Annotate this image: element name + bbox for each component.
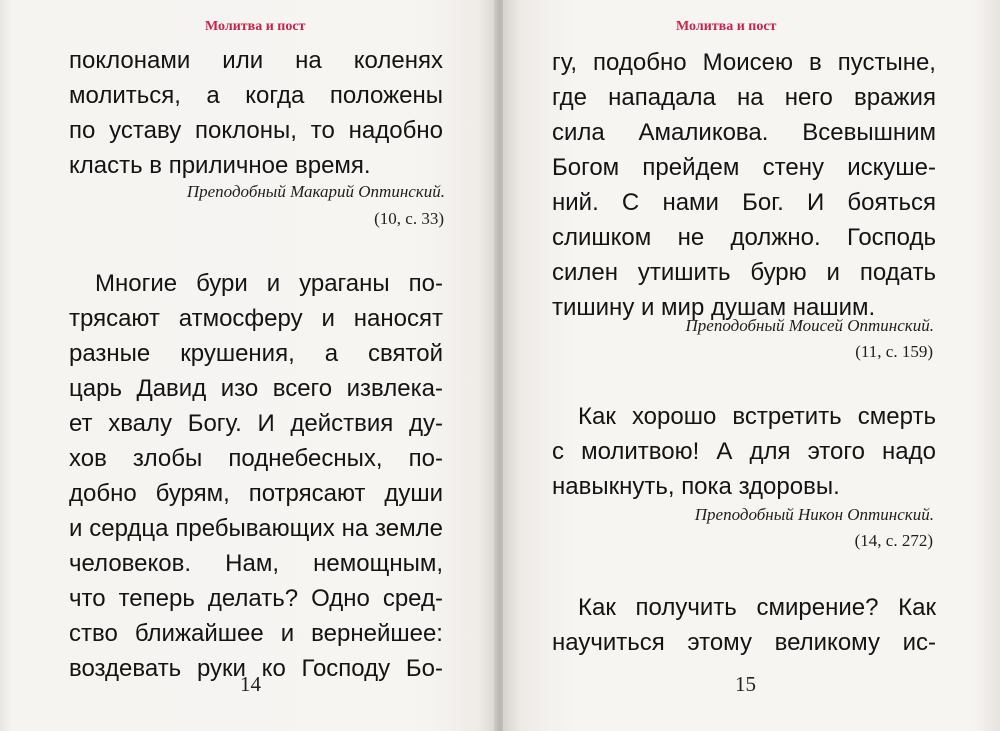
word: с [552, 438, 564, 465]
word: нападала [608, 84, 716, 111]
word: по [69, 117, 96, 144]
word: класть в приличное время. [69, 152, 371, 179]
text-line [552, 80, 936, 115]
word: А [716, 438, 733, 465]
word: поклоны, [195, 117, 297, 144]
word: нами [662, 189, 719, 216]
word: и [266, 270, 281, 297]
word: Как [898, 594, 936, 621]
word: и [280, 620, 295, 647]
word: великому [774, 629, 880, 656]
text-line [552, 434, 936, 469]
text-line [69, 301, 443, 336]
source-reference: (14, с. 272) [854, 531, 933, 550]
text-line [552, 399, 936, 434]
word: извлека- [346, 375, 443, 402]
word: И [257, 410, 275, 437]
word: души [384, 480, 443, 507]
word: бояться [847, 189, 936, 216]
word: Бог. [742, 189, 784, 216]
word: сердца [89, 515, 169, 542]
text-line [69, 43, 443, 78]
word: ний. [552, 189, 599, 216]
word: крушения, [180, 340, 295, 367]
text-line [552, 220, 936, 255]
word: атмосферу [178, 305, 303, 332]
word: Богу. [187, 410, 242, 437]
word: И [806, 189, 825, 216]
author-attribution: Преподобный Никон Оптинский. [694, 505, 934, 524]
word: стену [762, 154, 824, 181]
page-number: 15 [735, 672, 756, 696]
word: действия [290, 410, 394, 437]
text-line [69, 336, 443, 371]
word: ис- [902, 629, 936, 656]
word: на [736, 84, 764, 111]
word: подать [859, 259, 936, 286]
word: вражия [854, 84, 936, 111]
word: ство [69, 620, 118, 647]
word: что [69, 585, 106, 612]
text-block [552, 399, 936, 504]
word: силен [552, 259, 619, 286]
word: тишину и мир душам нашим. [552, 294, 876, 321]
source-reference: (11, с. 159) [855, 342, 933, 361]
word: то [310, 117, 335, 144]
text-line [69, 441, 443, 476]
word: Как [578, 403, 616, 430]
word: бури [196, 270, 248, 297]
word: делать? [207, 585, 299, 612]
word: Всевышним [802, 119, 936, 146]
word: бурю [750, 259, 807, 286]
word: когда [245, 82, 305, 109]
text-line [552, 185, 936, 220]
text-line [69, 113, 443, 148]
word: прейдем [642, 154, 740, 181]
page-number: 14 [240, 672, 261, 696]
word: навыкнуть, пока здоровы. [552, 473, 840, 500]
word: Господу [301, 655, 391, 682]
word: хвалу [108, 410, 173, 437]
word: ближайшее [134, 620, 264, 647]
right-page [503, 0, 1000, 731]
word: злобы [132, 445, 203, 472]
word: молитвою! [581, 438, 700, 465]
word: а [206, 82, 220, 109]
word: пребывающих [175, 515, 335, 542]
word: земле [375, 515, 443, 542]
text-line [552, 590, 936, 625]
word: Многие [95, 270, 178, 297]
author-attribution: Преподобный Моисей Оптинский. [685, 316, 934, 335]
word: него [784, 84, 833, 111]
word: смирение? [756, 594, 879, 621]
word: по- [408, 270, 443, 297]
text-line [69, 148, 443, 183]
word: человеков. [69, 550, 192, 577]
word: Амаликова. [638, 119, 769, 146]
word: Бо- [405, 655, 443, 682]
word: ет [69, 410, 93, 437]
word: где [552, 84, 588, 111]
word: хорошо [631, 403, 717, 430]
word: вернейшее: [311, 620, 443, 647]
word: а [324, 340, 339, 367]
word: ураганы [299, 270, 390, 297]
text-line [69, 406, 443, 441]
text-line [552, 625, 936, 660]
word: Как [578, 594, 616, 621]
word: для [749, 438, 791, 465]
word: смерть [857, 403, 936, 430]
running-header: Молитва и пост [205, 19, 306, 34]
word: всего [272, 375, 333, 402]
text-line [69, 511, 443, 546]
word: Богом [552, 154, 620, 181]
word: на [341, 515, 369, 542]
text-block [69, 266, 443, 686]
word: добно [69, 480, 137, 507]
word: воздевать [69, 655, 182, 682]
text-line [69, 371, 443, 406]
left-page [0, 0, 497, 731]
word: положены [329, 82, 443, 109]
word: руки [196, 655, 246, 682]
running-header: Молитва и пост [676, 19, 777, 34]
word: надо [882, 438, 936, 465]
word: поклонами [69, 47, 191, 74]
word: должно. [730, 224, 821, 251]
text-line [69, 78, 443, 113]
word: и [69, 515, 83, 542]
word: Нам, [225, 550, 280, 577]
text-line [69, 616, 443, 651]
word: коленях [353, 47, 443, 74]
word: сред- [382, 585, 443, 612]
author-attribution: Преподобный Макарий Оптинский. [186, 182, 445, 201]
word: хов [69, 445, 107, 472]
source-reference: (10, с. 33) [374, 209, 444, 228]
word: наносят [353, 305, 443, 332]
word: С [621, 189, 640, 216]
word: пустыне, [837, 49, 936, 76]
word: и [826, 259, 840, 286]
word: подобно [593, 49, 687, 76]
word: Одно [311, 585, 370, 612]
word: этого [807, 438, 865, 465]
word: ду- [408, 410, 443, 437]
text-line [552, 255, 936, 290]
word: бурям, [155, 480, 230, 507]
text-line [552, 115, 936, 150]
word: уставу [109, 117, 182, 144]
text-line [69, 266, 443, 301]
word: встретить [732, 403, 842, 430]
word: научиться [552, 629, 665, 656]
word: утишить [637, 259, 731, 286]
word: немощным, [313, 550, 443, 577]
word: по- [408, 445, 443, 472]
word: гу, [552, 49, 578, 76]
word: и [321, 305, 335, 332]
word: царь [69, 375, 122, 402]
word: сила [552, 119, 605, 146]
word: трясают [69, 305, 160, 332]
text-line [552, 469, 936, 504]
word: в [808, 49, 822, 76]
word: надобно [348, 117, 443, 144]
word: или [222, 47, 264, 74]
word: искуше- [847, 154, 936, 181]
word: потрясают [248, 480, 366, 507]
word: изо [220, 375, 259, 402]
word: не [677, 224, 705, 251]
word: Моисею [702, 49, 793, 76]
word: ко [261, 655, 286, 682]
text-line [552, 45, 936, 80]
word: молиться, [69, 82, 181, 109]
word: этому [687, 629, 752, 656]
word: теперь [118, 585, 195, 612]
text-line [69, 476, 443, 511]
word: на [295, 47, 322, 74]
word: Давид [136, 375, 207, 402]
text-line [69, 546, 443, 581]
word: разные [69, 340, 151, 367]
word: Господь [846, 224, 936, 251]
text-line [69, 581, 443, 616]
word: святой [368, 340, 443, 367]
text-block [552, 590, 936, 660]
text-block [552, 45, 936, 325]
text-line [552, 150, 936, 185]
word: слишком [552, 224, 652, 251]
word: получить [635, 594, 737, 621]
text-block [69, 43, 443, 183]
word: поднебесных, [228, 445, 383, 472]
